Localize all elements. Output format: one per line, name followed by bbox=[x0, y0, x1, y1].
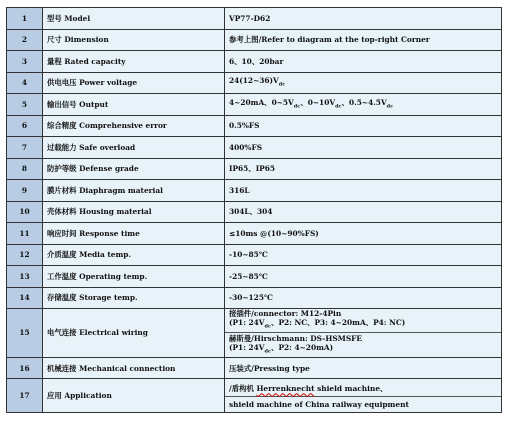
row-label: 供电电压 Power voltage bbox=[43, 72, 225, 94]
row-value: 压装式/Pressing type bbox=[225, 357, 502, 379]
row-value: 参考上图/Refer to diagram at the top-right Corner bbox=[225, 29, 502, 51]
row-number: 1 bbox=[7, 8, 43, 30]
row-label: 壳体材料 Housing material bbox=[43, 201, 225, 223]
row-label: 电气连接 Electrical wiring bbox=[43, 309, 225, 358]
row-number: 9 bbox=[7, 180, 43, 202]
row-label: 介质温度 Media temp. bbox=[43, 244, 225, 266]
application-line-1-suffix: shield machine、 bbox=[314, 384, 388, 394]
row-number: 3 bbox=[7, 51, 43, 73]
table-row bbox=[7, 201, 502, 223]
application-line-1-prefix: /盾构机 bbox=[229, 384, 257, 394]
table-row bbox=[7, 115, 502, 137]
row-value: 4~20mA、$0\sim 5V_{dc}$、$0\sim 10V_{dc}$、$0.5\sim 4.5V_{dc}$ bbox=[225, 94, 502, 116]
row-value: -30~125℃ bbox=[225, 287, 502, 309]
application-line-2: shield machine of China railway equipment bbox=[229, 400, 409, 410]
row-label: 量程 Rated capacity bbox=[43, 51, 225, 73]
table-row bbox=[7, 8, 502, 30]
unit-subscript: dc bbox=[335, 102, 342, 109]
wiring-option-connector-title: 接插件/connector: M12-4Pin bbox=[229, 309, 342, 318]
row-label: 机械连接 Mechanical connection bbox=[43, 357, 225, 379]
table-row bbox=[7, 29, 502, 51]
application-line-1 bbox=[225, 382, 501, 397]
row-label: 膜片材料 Diaphragm material bbox=[43, 180, 225, 202]
spellcheck-flagged-word: Herrenknecht bbox=[256, 384, 315, 394]
table-row bbox=[7, 287, 502, 309]
row-label: 尺寸 Dimension bbox=[43, 29, 225, 51]
row-value: 304L、304 bbox=[225, 201, 502, 223]
table-row bbox=[7, 72, 502, 94]
unit-subscript: dc bbox=[386, 102, 394, 109]
row-value: 316L bbox=[225, 180, 502, 202]
row-number: 12 bbox=[7, 244, 43, 266]
row-label: 工作温度 Operating temp. bbox=[43, 266, 225, 288]
row-number: 16 bbox=[7, 357, 43, 379]
wiring-option-hirschmann-title: 赫斯曼/Hirschmann: DS-HSMSFE bbox=[229, 334, 363, 344]
row-label: 输出信号 Output bbox=[43, 94, 225, 116]
table-row-mechanical bbox=[7, 357, 502, 379]
row-number: 11 bbox=[7, 223, 43, 245]
table-row bbox=[7, 137, 502, 159]
row-value: $24(12\sim 36)V_{dc}$ bbox=[225, 72, 502, 94]
row-value: 6、10、20bar bbox=[225, 51, 502, 73]
table-row bbox=[7, 51, 502, 73]
row-value: IP65、IP65 bbox=[225, 158, 502, 180]
wiring-option-connector-pins: (P1: $24V_{dc}$、P2: NC、P3: 4~20mA、P4: NC) bbox=[229, 318, 406, 330]
unit-subscript: dc bbox=[278, 81, 286, 88]
table-row bbox=[7, 223, 502, 245]
row-number: 14 bbox=[7, 287, 43, 309]
unit-subscript: dc bbox=[293, 102, 301, 109]
table-row bbox=[7, 180, 502, 202]
row-label: 防护等级 Defense grade bbox=[43, 158, 225, 180]
row-value: -25~85℃ bbox=[225, 266, 502, 288]
unit-subscript: dc bbox=[264, 348, 272, 355]
row-number: 7 bbox=[7, 137, 43, 159]
row-label: 存储温度 Storage temp. bbox=[43, 287, 225, 309]
wiring-option-connector bbox=[225, 309, 501, 333]
wiring-option-hirschmann-pins: (P1: $24V_{dc}$、P2: 4~20mA) bbox=[229, 343, 334, 355]
table-row bbox=[7, 158, 502, 180]
row-number: 13 bbox=[7, 266, 43, 288]
spec-table-body bbox=[7, 8, 502, 309]
unit-subscript: dc bbox=[264, 323, 272, 330]
row-label: 型号 Model bbox=[43, 8, 225, 30]
row-number: 6 bbox=[7, 115, 43, 137]
spec-table-extra-rows bbox=[7, 309, 502, 413]
row-label: 响应时间 Response time bbox=[43, 223, 225, 245]
row-value: VP77-D62 bbox=[225, 8, 502, 30]
row-number: 2 bbox=[7, 29, 43, 51]
row-number: 8 bbox=[7, 158, 43, 180]
row-value: -10~85℃ bbox=[225, 244, 502, 266]
spec-table bbox=[6, 7, 502, 413]
table-row bbox=[7, 94, 502, 116]
application-values bbox=[225, 379, 502, 413]
wiring-option-hirschmann bbox=[229, 333, 497, 356]
row-label: 过载能力 Safe overload bbox=[43, 137, 225, 159]
row-value: ≤10ms @(10~90%FS) bbox=[225, 223, 502, 245]
table-row-application bbox=[7, 379, 502, 413]
row-value: 400%FS bbox=[225, 137, 502, 159]
table-row bbox=[7, 244, 502, 266]
table-row bbox=[7, 266, 502, 288]
row-label: 应用 Application bbox=[43, 379, 225, 413]
row-value: 0.5%FS bbox=[225, 115, 502, 137]
row-number: 4 bbox=[7, 72, 43, 94]
wiring-options bbox=[225, 309, 502, 358]
row-number: 15 bbox=[7, 309, 43, 358]
row-number: 5 bbox=[7, 94, 43, 116]
row-label: 综合精度 Comprehensive error bbox=[43, 115, 225, 137]
row-number: 10 bbox=[7, 201, 43, 223]
row-number: 17 bbox=[7, 379, 43, 413]
table-row-wiring bbox=[7, 309, 502, 358]
